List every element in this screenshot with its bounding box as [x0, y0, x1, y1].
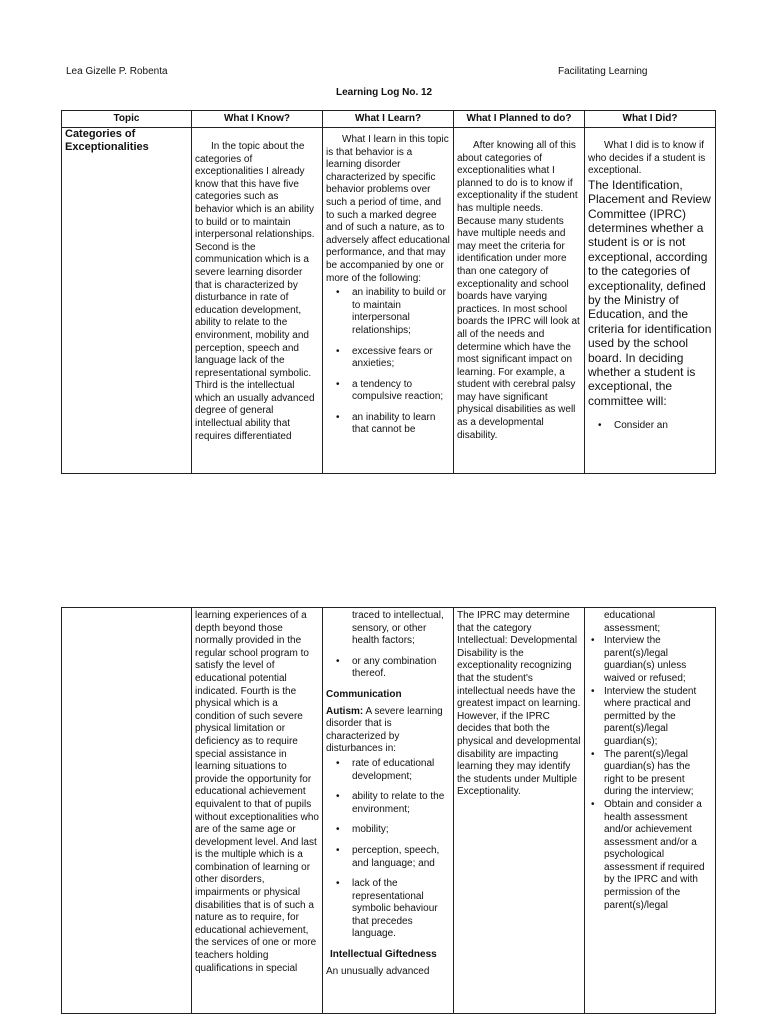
did-bullet-list: [588, 420, 712, 433]
did-main-text: The Identification, Placement and Review Committee (IPRC) determines whether a student is or is not exceptional, according to the categories of exceptionality, defined by the Ministry of Education, and the criteria for identification used by the school board. In deciding whether a student is exceptional, the committee will:: [588, 177, 712, 408]
list-item: • an inability to build or to maintain interpersonal relationships;: [352, 287, 450, 337]
list-item: • Interview the parent(s)/legal guardian(s) unless waived or refused;: [604, 635, 712, 685]
list-item: • perception, speech, and language; and: [352, 845, 450, 870]
list-item: • The parent(s)/legal guardian(s) has the right to be present during the interview;: [604, 749, 712, 799]
column-header-learn: What I Learn?: [323, 111, 454, 128]
list-item: • ability to relate to the environment;: [352, 791, 450, 816]
list-item: • lack of the representational symbolic behaviour that precedes language.: [352, 878, 450, 941]
list-item: • excessive fears or anxieties;: [352, 346, 450, 371]
topic-cell-continued: [62, 608, 192, 1014]
learn-intro-text: What I learn in this topic is that behavior is a learning disorder characterized by specific behavior problems over such a period of time, and to such a marked degree and of such a nature, as to adversely affect educational performance, and that may be accompanied by one or more of the following:: [326, 134, 450, 284]
know-cell: [192, 128, 323, 474]
table-row: [62, 128, 716, 474]
know-cell-continued: [192, 608, 323, 1014]
list-item: • mobility;: [352, 824, 450, 837]
table-header-row: [62, 111, 716, 128]
did-intro-text: What I did is to know if who decides if a student is exceptional.: [588, 140, 706, 177]
document-title: Learning Log No. 12: [336, 87, 433, 98]
list-item: • rate of educational development;: [352, 758, 450, 783]
topic-cell: Categories of Exceptionalities: [62, 128, 192, 474]
planned-cell-continued: [454, 608, 585, 1014]
communication-heading: Communication: [326, 688, 402, 700]
student-name: Lea Gizelle P. Robenta: [66, 66, 168, 77]
list-item: traced to intellectual, sensory, or other health factors;: [352, 610, 444, 647]
course-name: Facilitating Learning: [558, 66, 648, 77]
list-item: • a tendency to compulsive reaction;: [352, 379, 450, 404]
list-item: • Obtain and consider a health assessment and/or achievement assessment and/or a psychological assessment if required by the IPRC and with permission of the parent(s)/legal: [604, 799, 712, 912]
planned-cell: [454, 128, 585, 474]
column-header-topic: Topic: [62, 111, 192, 128]
autism-bullet-list: [326, 758, 450, 941]
did-text-continued: educational assessment;: [604, 610, 661, 634]
list-item: • Interview the student where practical and permitted by the parent(s)/legal guardian(s);: [604, 686, 712, 749]
learn-cell-continued: [323, 608, 454, 1014]
column-header-planned: What I Planned to do?: [454, 111, 585, 128]
did-cell: [585, 128, 716, 474]
learn-cell: [323, 128, 454, 474]
list-item: • or any combination thereof.: [352, 656, 450, 681]
did-bullet-list-continued: [588, 635, 712, 912]
list-item: • an inability to learn that cannot be: [352, 412, 450, 437]
learn-bullet-list-continued: [326, 610, 450, 681]
planned-text: After knowing all of this about categories of exceptionalities what I planned to do is to know if exceptionality if the student has multiple needs. Because many students have multiple needs and may meet the criteria for identification under more than one category of exceptionality and school boards have varying practices. In most school boards the IPRC will look at all of the needs and determine which have the most significant impact on learning. For example, a student with cerebral palsy may have significant physical disabilities as well as a developmental disability.: [457, 140, 580, 441]
learn-bullet-list: [326, 287, 450, 437]
intellectual-text: An unusually advanced: [326, 965, 430, 977]
table-row: [62, 608, 716, 1014]
autism-text: A severe learning disorder that is characterized by disturbances in:: [326, 705, 443, 755]
autism-paragraph: [326, 706, 450, 756]
column-header-know: What I Know?: [192, 111, 323, 128]
column-header-did: What I Did?: [585, 111, 716, 128]
planned-text-continued: The IPRC may determine that the category Intellectual: Developmental Disability is the exceptionality recognizing that the student's intellectual needs have the greatest impact on learning. However, if the IPRC decides that both the physical and developmental disability are impacting learning they may identify the students under Multiple Exceptionality.: [457, 610, 581, 798]
know-text: In the topic about the categories of exceptionalities I already know that this have five categories such as behavior which is an ability to build or to maintain interpersonal relationships. Second is the communication which is a severe learning disorder that is characterized by disturbance in rate of education development, ability to relate to the environment, mobility and perception, speech and language lack of the representational symbolic. Third is the intellectual which an usually advanced degree of general intellectual ability that requires differentiated: [195, 141, 315, 442]
list-item: • Consider an: [614, 420, 712, 433]
intellectual-heading: Intellectual Giftedness: [330, 949, 437, 961]
learning-log-table-page1: [61, 110, 716, 474]
learning-log-table-page2: [61, 607, 716, 1014]
know-text-continued: learning experiences of a depth beyond those normally provided in the regular school program to satisfy the level of educational potential indicated. Fourth is the physical which is a condition of such severe physical limitation or deficiency as to require special assistance in learning situations to provide the opportunity for educational achievement equivalent to that of pupils without exceptionalities who are of the same age or development level. And last is the multiple which is a combination of learning or other disorders, impairments or physical disabilities that is of such a nature as to require, for educational achievement, the services of one or more teachers holding qualifications in special: [195, 610, 319, 974]
autism-label: Autism:: [326, 705, 364, 717]
did-cell-continued: [585, 608, 716, 1014]
